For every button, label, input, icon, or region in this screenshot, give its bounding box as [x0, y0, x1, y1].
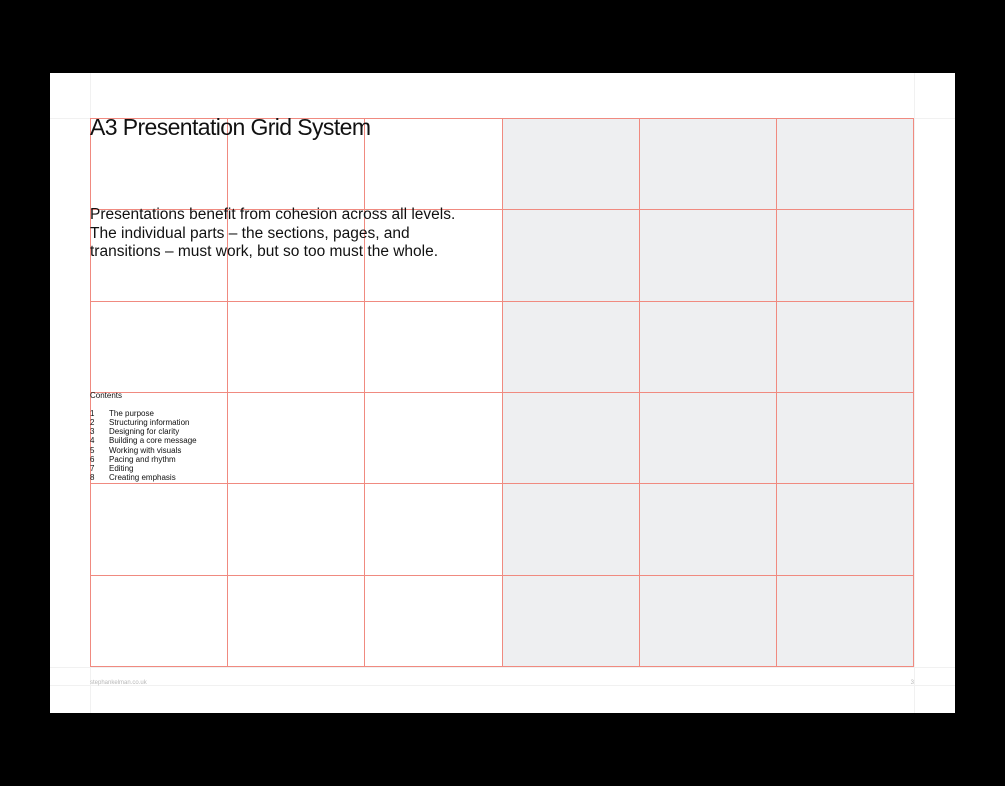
intro-line: The individual parts – the sections, pages, and — [90, 224, 410, 242]
toc-label: Pacing and rhythm — [109, 454, 176, 464]
toc-number: 5 — [90, 445, 95, 455]
toc-label: Structuring information — [109, 418, 190, 428]
toc-item[interactable] — [90, 409, 197, 418]
toc-number: 1 — [90, 409, 95, 418]
grid-cell — [502, 392, 639, 483]
grid-cell — [639, 118, 776, 209]
grid-cell — [776, 575, 913, 666]
toc-label: Editing — [109, 463, 134, 473]
grid-cell — [639, 575, 776, 666]
grid-cell — [639, 209, 776, 300]
grid-cell — [364, 575, 501, 666]
toc-number: 8 — [90, 473, 95, 483]
page-title: A3 Presentation Grid System — [90, 114, 371, 140]
toc-label: Building a core message — [109, 436, 197, 446]
grid-cell — [364, 392, 501, 483]
grid-cell — [776, 483, 913, 574]
toc-label: Working with visuals — [109, 445, 182, 455]
grid-cell — [639, 301, 776, 392]
toc-item[interactable] — [90, 446, 197, 455]
toc-number: 2 — [90, 418, 95, 428]
toc-item[interactable] — [90, 427, 197, 436]
grid-cell — [502, 483, 639, 574]
toc-number: 4 — [90, 436, 95, 446]
layout-grid — [90, 118, 914, 667]
toc-item[interactable] — [90, 473, 197, 482]
grid-cell — [90, 301, 227, 392]
grid-cell — [502, 118, 639, 209]
toc-number: 3 — [90, 427, 95, 437]
grid-cell — [227, 575, 364, 666]
intro-paragraph — [90, 206, 510, 262]
table-of-contents — [90, 409, 197, 482]
contents-heading: Contents — [90, 391, 123, 400]
grid-cell — [639, 483, 776, 574]
right-margin-guide — [914, 73, 915, 713]
grid-cell — [639, 392, 776, 483]
grid-cell — [364, 483, 501, 574]
grid-cell — [776, 301, 913, 392]
footer-guide — [50, 685, 955, 686]
footer-website-link[interactable]: stephankelman.co.uk — [90, 680, 147, 686]
toc-item[interactable] — [90, 418, 197, 427]
grid-cell — [90, 575, 227, 666]
toc-item[interactable] — [90, 455, 197, 464]
bottom-margin-guide — [50, 667, 955, 668]
toc-label: The purpose — [109, 409, 154, 418]
toc-item[interactable] — [90, 436, 197, 445]
grid-cell — [227, 483, 364, 574]
grid-cell — [776, 209, 913, 300]
intro-line: Presentations benefit from cohesion across all levels. — [90, 206, 456, 223]
toc-number: 7 — [90, 463, 95, 473]
intro-line: transitions – must work, but so too must the whole. — [90, 243, 439, 260]
grid-cell — [227, 392, 364, 483]
grid-cell — [502, 301, 639, 392]
grid-cell — [776, 118, 913, 209]
footer-page-number: 3 — [910, 680, 914, 686]
toc-item[interactable] — [90, 464, 197, 473]
grid-cell — [776, 392, 913, 483]
grid-cell — [90, 483, 227, 574]
toc-label: Creating emphasis — [109, 473, 176, 483]
toc-number: 6 — [90, 454, 95, 464]
grid-cell — [364, 118, 501, 209]
grid-cell — [227, 301, 364, 392]
grid-cell — [502, 575, 639, 666]
toc-label: Designing for clarity — [109, 427, 180, 437]
grid-cell — [502, 209, 639, 300]
document-page — [50, 73, 955, 713]
grid-cell — [364, 301, 501, 392]
